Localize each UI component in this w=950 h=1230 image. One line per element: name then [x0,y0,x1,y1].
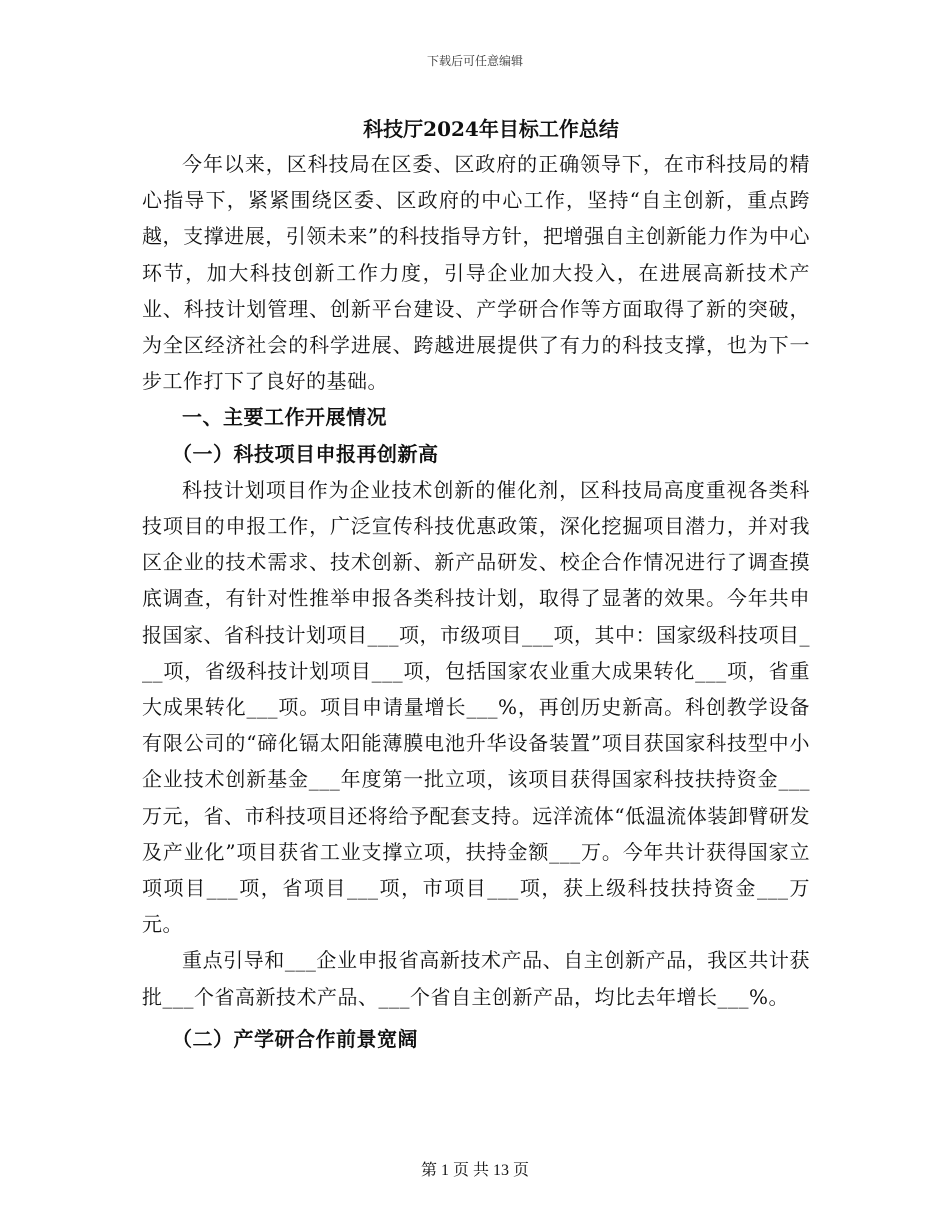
section-heading-main-work: 一、主要工作开展情况 [182,405,387,430]
document-body [142,112,810,1057]
header-note: 下载后可任意编辑 [426,54,523,68]
page-number: 第 1 页 共 13 页 [420,1162,529,1179]
subsection-heading-industry-cooperation: （二）产学研合作前景宽阔 [172,1026,418,1051]
document-title: 科技厅2024年目标工作总结 [363,117,619,141]
intro-paragraph: 今年以来，区科技局在区委、区政府的正确领导下，在市科技局的精心指导下，紧紧围绕区委、区政府的中心工作，坚持“自主创新，重点跨越，支撑进展，引领未来”的科技指导方针，把增强自主创新能力作为中心环节，加大科技创新工作力度，引导企业加大投入，在进展高新技术产业、科技计划管理、创新平台建设、产学研合作等方面取得了新的突破，为全区经济社会的科学进展、跨越进展提供了有力的科技支撑，也为下一步工作打下了良好的基础。 [142,152,810,394]
project-application-paragraph: 科技计划项目作为企业技术创新的催化剂，区科技局高度重视各类科技项目的申报工作，广泛宣传科技优惠政策，深化挖掘项目潜力，并对我区企业的技术需求、技术创新、新产品研发、校企合作情况进行了调查摸底调查，有针对性推举申报各类科技计划，取得了显著的效果。今年共申报国家、省科技计划项目___项，市级项目___项，其中：国家级科技项目___项，省级科技计划项目___项，包括国家农业重大成果转化___项，省重大成果转化___项。项目申请量增长___%，再创历史新高。科创教学设备有限公司的“碲化镉太阳能薄膜电池升华设备装置”项目获国家科技型中小企业技术创新基金___年度第一批立项，该项目获得国家科技扶持资金___万元，省、市科技项目还将给予配套支持。远洋流体“低温流体装卸臂研发及产业化”项目获省工业支撑立项，扶持金额___万。今年共计获得国家立项项目___项，省项目___项，市项目___项，获上级科技扶持资金___万元。 [142,477,810,937]
subsection-heading-project-application: （一）科技项目申报再创新高 [172,441,439,466]
high-tech-products-paragraph: 重点引导和___企业申报省高新技术产品、自主创新产品，我区共计获批___个省高新技术产品、___个省自主创新产品，均比去年增长___%。 [142,948,810,1009]
